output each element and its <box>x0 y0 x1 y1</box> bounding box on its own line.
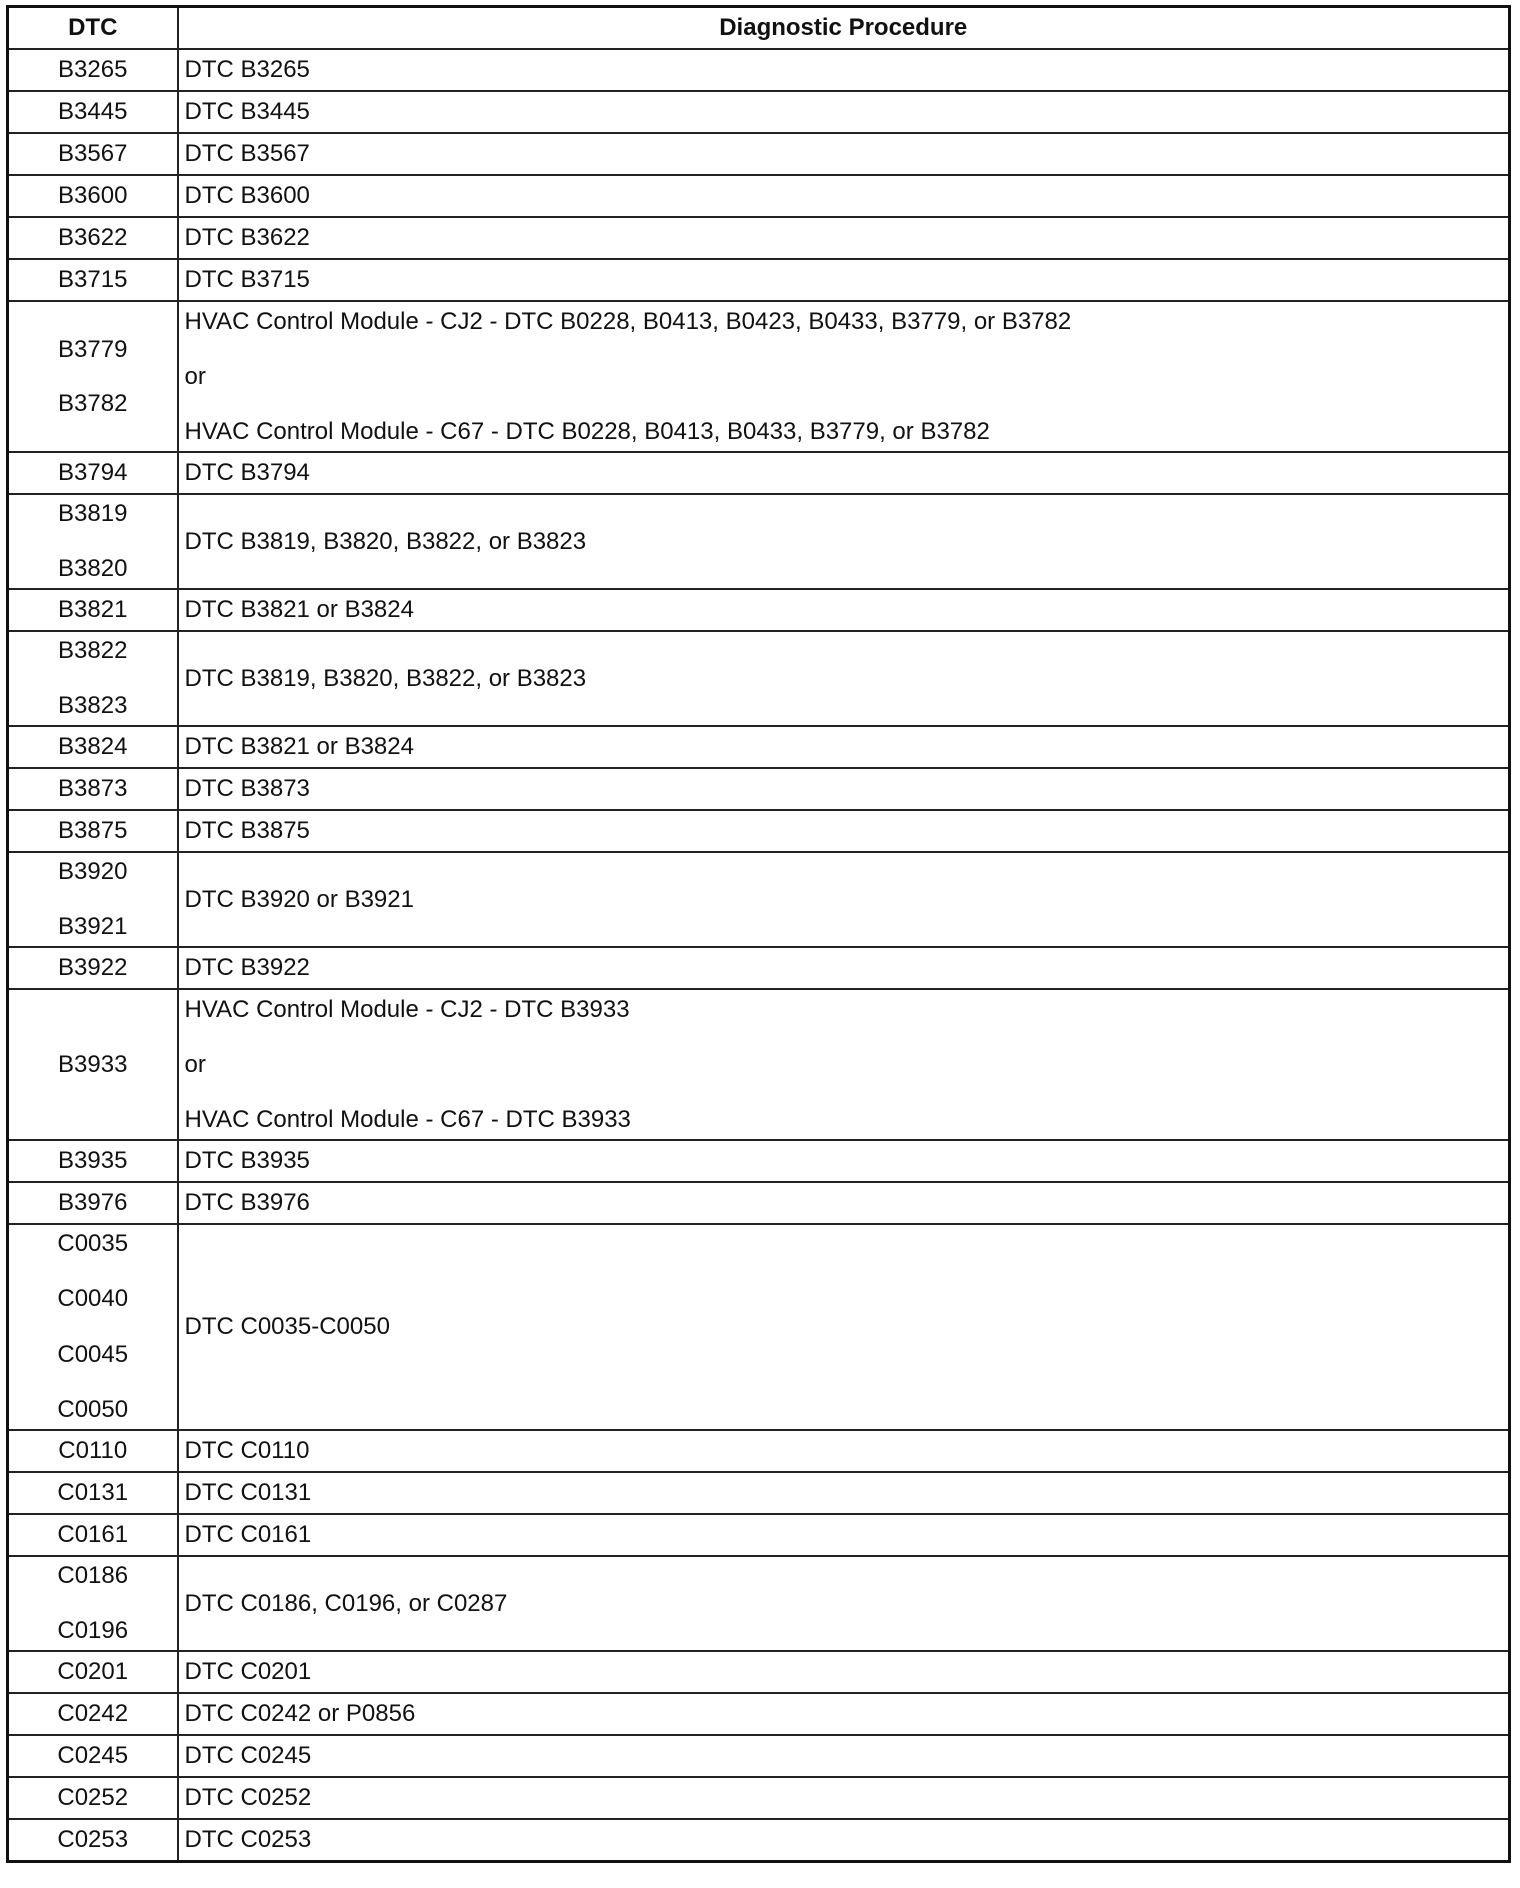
dtc-cell <box>8 452 178 494</box>
table-row <box>8 1651 1510 1693</box>
procedure-text: DTC B3875 <box>184 817 310 844</box>
dtc-code: B3873 <box>58 775 128 802</box>
dtc-cell <box>8 726 178 768</box>
procedure-cell <box>178 91 1510 133</box>
procedure-cell <box>178 1735 1510 1777</box>
procedure-cell <box>178 947 1510 989</box>
table-row <box>8 301 1510 452</box>
procedure-text: DTC C0252 <box>184 1784 312 1811</box>
dtc-code: B3779 <box>58 335 128 363</box>
procedure-text: DTC B3265 <box>184 56 310 83</box>
table-row <box>8 452 1510 494</box>
dtc-cell <box>8 1651 178 1693</box>
procedure-text: DTC C0242 or P0856 <box>184 1700 416 1727</box>
procedure-cell <box>178 494 1510 589</box>
procedure-text: HVAC Control Module - CJ2 - DTC B0228, B0413, B0423, B0433, B3779, or B3782 <box>184 307 1072 335</box>
procedure-text: HVAC Control Module - C67 - DTC B0228, B0413, B0433, B3779, or B3782 <box>184 417 990 445</box>
table-row <box>8 133 1510 175</box>
dtc-code: C0110 <box>58 1437 128 1464</box>
table-body <box>8 49 1510 1862</box>
dtc-code: C0040 <box>57 1285 129 1313</box>
procedure-cell <box>178 1693 1510 1735</box>
procedure-text: DTC B3567 <box>184 140 310 167</box>
procedure-cell <box>178 133 1510 175</box>
dtc-cell <box>8 852 178 947</box>
procedure-text: DTC C0186, C0196, or C0287 <box>184 1589 508 1617</box>
dtc-cell <box>8 1514 178 1556</box>
procedure-text: DTC B3920 or B3921 <box>184 885 414 913</box>
procedure-text: DTC B3600 <box>184 182 310 209</box>
dtc-code: B3935 <box>58 1147 128 1174</box>
table-row <box>8 631 1510 726</box>
table-row <box>8 1430 1510 1472</box>
dtc-code: C0131 <box>57 1479 129 1506</box>
procedure-text: or <box>184 1050 206 1078</box>
dtc-code: C0196 <box>57 1617 129 1644</box>
procedure-text: DTC B3821 or B3824 <box>184 733 414 760</box>
dtc-code: B3819 <box>58 500 128 527</box>
procedure-text: DTC C0131 <box>184 1479 312 1506</box>
dtc-cell <box>8 91 178 133</box>
dtc-code: C0035 <box>57 1230 129 1257</box>
header-row <box>8 7 1510 50</box>
procedure-cell <box>178 452 1510 494</box>
dtc-code: B3782 <box>58 389 128 417</box>
dtc-code: C0253 <box>57 1826 129 1853</box>
dtc-cell <box>8 494 178 589</box>
procedure-cell <box>178 726 1510 768</box>
dtc-code: B3567 <box>58 140 128 167</box>
table-row <box>8 1140 1510 1182</box>
dtc-cell <box>8 1430 178 1472</box>
dtc-code: B3821 <box>58 596 128 623</box>
table-row <box>8 1556 1510 1651</box>
procedure-text: DTC C0201 <box>184 1658 312 1685</box>
dtc-cell <box>8 1140 178 1182</box>
table-row <box>8 852 1510 947</box>
procedure-cell <box>178 810 1510 852</box>
table-row <box>8 217 1510 259</box>
table-row <box>8 947 1510 989</box>
dtc-code: C0045 <box>57 1340 129 1368</box>
table-row <box>8 494 1510 589</box>
procedure-text: DTC C0161 <box>184 1521 312 1548</box>
procedure-text: DTC B3794 <box>184 459 310 486</box>
dtc-cell <box>8 175 178 217</box>
dtc-code: B3445 <box>58 98 128 125</box>
table-row <box>8 1182 1510 1224</box>
dtc-code: B3600 <box>58 182 128 209</box>
procedure-cell <box>178 1819 1510 1862</box>
dtc-table <box>6 5 1511 1863</box>
procedure-cell <box>178 1224 1510 1430</box>
dtc-code: B3976 <box>58 1189 128 1216</box>
procedure-text: DTC B3819, B3820, B3822, or B3823 <box>184 527 587 555</box>
dtc-code: B3715 <box>58 266 128 293</box>
dtc-cell <box>8 1735 178 1777</box>
procedure-text: DTC B3976 <box>184 1189 310 1216</box>
procedure-text: DTC C0110 <box>184 1437 310 1464</box>
procedure-text: DTC B3935 <box>184 1147 310 1174</box>
procedure-cell <box>178 1140 1510 1182</box>
dtc-cell <box>8 989 178 1140</box>
dtc-code: B3823 <box>58 692 128 719</box>
dtc-cell <box>8 1556 178 1651</box>
procedure-text: HVAC Control Module - CJ2 - DTC B3933 <box>184 995 630 1023</box>
dtc-code: B3622 <box>58 224 128 251</box>
procedure-cell <box>178 1472 1510 1514</box>
dtc-cell <box>8 810 178 852</box>
procedure-text: HVAC Control Module - C67 - DTC B3933 <box>184 1105 631 1133</box>
procedure-text: DTC B3715 <box>184 266 310 293</box>
dtc-cell <box>8 1777 178 1819</box>
dtc-cell <box>8 631 178 726</box>
table-row <box>8 810 1510 852</box>
dtc-cell <box>8 133 178 175</box>
dtc-code: B3265 <box>58 56 128 83</box>
dtc-cell <box>8 259 178 301</box>
procedure-cell <box>178 768 1510 810</box>
dtc-cell <box>8 947 178 989</box>
procedure-text: DTC C0253 <box>184 1826 312 1853</box>
table-row <box>8 91 1510 133</box>
dtc-cell <box>8 301 178 452</box>
procedure-cell <box>178 1182 1510 1224</box>
dtc-cell <box>8 1182 178 1224</box>
dtc-cell <box>8 49 178 91</box>
procedure-cell <box>178 1556 1510 1651</box>
dtc-code: B3820 <box>58 555 128 582</box>
dtc-code: C0252 <box>57 1784 129 1811</box>
dtc-code: C0245 <box>57 1742 129 1769</box>
procedure-cell <box>178 301 1510 452</box>
table-row <box>8 989 1510 1140</box>
procedure-text: or <box>184 362 206 390</box>
procedure-cell <box>178 49 1510 91</box>
procedure-cell <box>178 989 1510 1140</box>
procedure-text: DTC B3819, B3820, B3822, or B3823 <box>184 664 587 692</box>
dtc-code: B3822 <box>58 637 128 664</box>
procedure-cell <box>178 589 1510 631</box>
procedure-text: DTC B3445 <box>184 98 310 125</box>
table-row <box>8 49 1510 91</box>
dtc-cell <box>8 1693 178 1735</box>
table-row <box>8 1777 1510 1819</box>
procedure-text: DTC C0245 <box>184 1742 312 1769</box>
dtc-column-header: DTC <box>8 7 178 50</box>
procedure-cell <box>178 259 1510 301</box>
dtc-cell <box>8 768 178 810</box>
dtc-cell <box>8 1819 178 1862</box>
dtc-cell <box>8 1224 178 1430</box>
procedure-cell <box>178 1430 1510 1472</box>
dtc-cell <box>8 1472 178 1514</box>
procedure-text: DTC B3622 <box>184 224 310 251</box>
table-row <box>8 1514 1510 1556</box>
procedure-text: DTC B3821 or B3824 <box>184 596 414 623</box>
procedure-cell <box>178 852 1510 947</box>
procedure-text: DTC C0035-C0050 <box>184 1313 390 1340</box>
procedure-text: DTC B3922 <box>184 954 310 981</box>
procedure-cell <box>178 217 1510 259</box>
dtc-code: B3824 <box>58 733 128 760</box>
table-row <box>8 726 1510 768</box>
dtc-code: B3933 <box>58 1050 128 1078</box>
table-row <box>8 1819 1510 1862</box>
procedure-cell <box>178 631 1510 726</box>
dtc-code: B3921 <box>58 913 128 940</box>
dtc-code: C0050 <box>57 1395 129 1423</box>
dtc-cell <box>8 217 178 259</box>
table-row <box>8 589 1510 631</box>
dtc-code: C0242 <box>57 1700 129 1727</box>
table-row <box>8 259 1510 301</box>
dtc-cell <box>8 589 178 631</box>
dtc-code: C0186 <box>57 1562 129 1589</box>
dtc-code: C0201 <box>57 1658 129 1685</box>
procedure-text: DTC B3873 <box>184 775 310 802</box>
table-row <box>8 1735 1510 1777</box>
procedure-cell <box>178 1651 1510 1693</box>
procedure-column-header: Diagnostic Procedure <box>178 7 1510 50</box>
dtc-code: B3922 <box>58 954 128 981</box>
table-row <box>8 1693 1510 1735</box>
table-row <box>8 768 1510 810</box>
procedure-cell <box>178 1777 1510 1819</box>
dtc-code: C0161 <box>57 1521 129 1548</box>
table-row <box>8 175 1510 217</box>
dtc-code: B3920 <box>58 858 128 885</box>
table-row <box>8 1472 1510 1514</box>
procedure-cell <box>178 175 1510 217</box>
procedure-cell <box>178 1514 1510 1556</box>
dtc-code: B3794 <box>58 459 128 486</box>
dtc-code: B3875 <box>58 817 128 844</box>
table-row <box>8 1224 1510 1430</box>
